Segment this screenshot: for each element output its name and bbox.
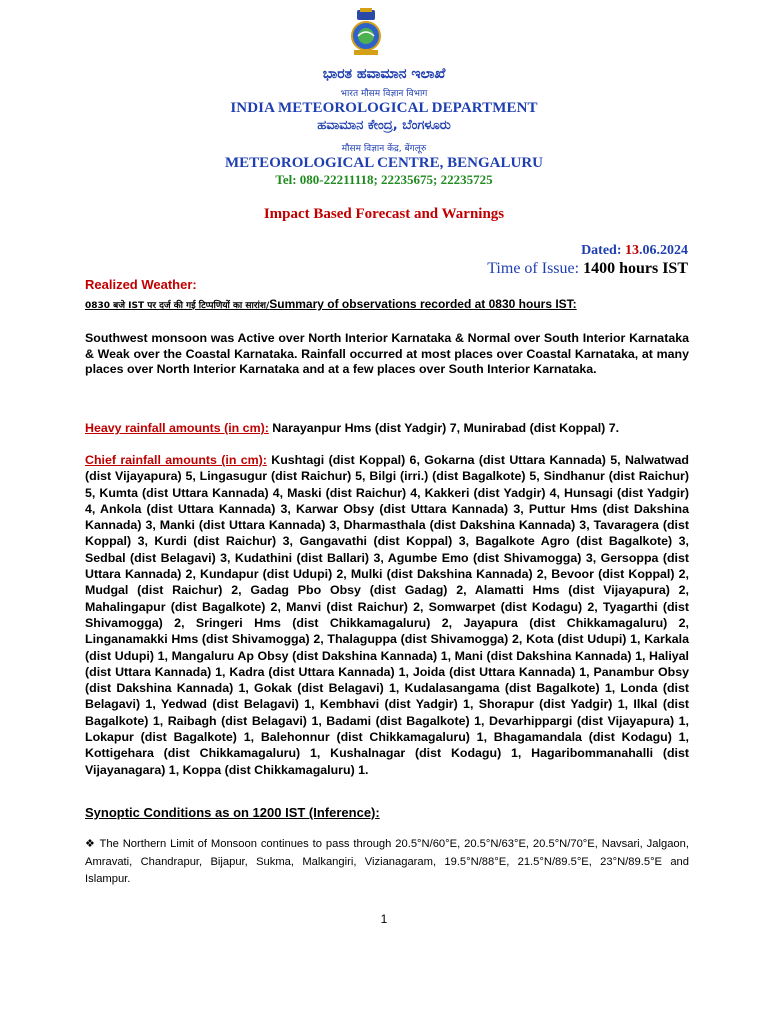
header-kannada-centre: ಹವಾಮಾನ ಕೇಂದ್ರ, ಬೆಂಗಳೂರು: [317, 118, 451, 133]
summary-hindi: 0830 बजे IST पर दर्ज की गई टिप्पणियों का सारांश/: [85, 301, 270, 311]
chief-rainfall-label: Chief rainfall amounts (in cm):: [85, 453, 267, 467]
nlm-paragraph: [85, 836, 689, 889]
issue-value: 1400 hours IST: [583, 260, 688, 277]
dated-day: 13: [625, 243, 639, 258]
document-title: Impact Based Forecast and Warnings: [263, 206, 505, 222]
header-hindi-centre: मौसम विज्ञान केंद्र, बेंगलूरु: [341, 144, 427, 154]
summary-english: Summary of observations recorded at 0830 hours IST:: [269, 297, 577, 311]
issue-label: Time of Issue:: [487, 260, 584, 277]
header-telephone: Tel: 080-22211118; 22235675; 22235725: [275, 172, 493, 187]
dated-rest: .06.2024: [639, 243, 688, 258]
header-english-dept: INDIA METEOROLOGICAL DEPARTMENT: [230, 100, 538, 116]
chief-rainfall-paragraph: [85, 452, 689, 778]
header-english-centre: METEOROLOGICAL CENTRE, BENGALURU: [225, 155, 543, 171]
dated-line: [581, 243, 688, 259]
observations-paragraph: Southwest monsoon was Active over North Interior Karnataka & Normal over South Interior Karnataka & Weak over the Coastal Karnataka. Rainfall occurred at most places over Coastal Karnataka, at many places over North Interior Karnataka and at a few places over South Interior Karnataka.: [85, 331, 689, 376]
heavy-rainfall-paragraph: [85, 421, 689, 437]
bullet-diamond-icon: ❖: [85, 838, 96, 850]
header-hindi-dept: भारत मौसम विज्ञान विभाग: [340, 89, 428, 99]
header-kannada-dept: ಭಾರತ ಹವಾಮಾನ ಇಲಾಖೆ: [322, 66, 446, 82]
heavy-rainfall-text: Narayanpur Hms (dist Yadgir) 7, Munirabad (dist Koppal) 7.: [268, 421, 620, 435]
time-of-issue: [487, 260, 688, 278]
imd-emblem-icon: [346, 8, 386, 56]
page-number: 1: [380, 912, 388, 926]
summary-heading: [85, 297, 577, 311]
realized-weather-heading: Realized Weather:: [85, 277, 197, 292]
chief-rainfall-text: Kushtagi (dist Koppal) 6, Gokarna (dist Uttara Kannada) 5, Nalwatwad (dist Vijayapura) 5, Lingasugur (dist Raichur) 5, Bilgi (irri.) (dist Bagalkote) 5, Sindhanur (dist Raichur) 5, Kumta (dist Uttara Kannada) 4, Maski (dist Raichur) 4, Kakkeri (dist Yadgir) 4, Hunsagi (dist Yadgir) 4, Ankola (dist Uttara Kannada) 3, Karwar Obsy (dist Uttara Kannada) 3, Puttur Hms (dist Dakshina Kannada) 3, Manki (dist Uttara Kannada) 3, Dharmasthala (dist Dakshina Kannada) 3, Tavaragera (dist Koppal) 3, Kurdi (dist Raichur) 3, Gangavathi (dist Koppal) 3, Bagalkote Agro (dist Bagalkote) 3, Sedbal (dist Belagavi) 3, Kudathini (dist Ballari) 3, Agumbe Emo (dist Shivamogga) 3, Gersoppa (dist Uttara Kannada) 2, Kundapur (dist Udupi) 2, Mulki (dist Dakshina Kannada) 2, Bevoor (dist Koppal) 2, Mudgal (dist Raichur) 2, Gadag Pbo Obsy (dist Gadag) 2, Alamatti Hms (dist Vijayapura) 2, Mahalingapur (dist Bagalkote) 2, Manvi (dist Raichur) 2, Somwarpet (dist Kodagu) 2, Tyagarthi (dist Shivamogga) 2, Sringeri Hms (dist Chikkamagaluru) 2, Jayapura (dist Chikkamagaluru) 2, Linganamakki Hms (dist Shivamogga) 2, Thalaguppa (dist Shivamogga) 2, Kota (dist Udupi) 1, Karkala (dist Udupi) 1, Mangaluru Ap Obsy (dist Dakshina Kannada) 1, Mani (dist Dakshina Kannada) 1, Haliyal (dist Uttara Kannada) 1, Kadra (dist Uttara Kannada) 1, Joida (dist Uttara Kannada) 1, Panambur Obsy (dist Dakshina Kannada) 1, Gokak (dist Belagavi) 1, Kudalasangama (dist Bagalkote) 1, Londa (dist Belagavi) 1, Yedwad (dist Belagavi) 1, Kembhavi (dist Yadgir) 1, Shorapur (dist Yadgir) 1, Ilkal (dist Bagalkote) 1, Raibagh (dist Belagavi) 1, Badami (dist Bagalkote) 1, Devarhippargi (dist Vijayapura) 1, Lokapur (dist Bagalkote) 1, Balehonnur (dist Chikkamagaluru) 1, Bhagamandala (dist Kodagu) 1, Kottigehara (dist Chikkamagaluru) 1, Kushalnagar (dist Kodagu) 1, Hagaribommanahalli (dist Vijayanagara) 1, Koppa (dist Chikkamagaluru) 1.: [85, 453, 689, 777]
heavy-rainfall-label: Heavy rainfall amounts (in cm):: [85, 421, 269, 435]
synoptic-heading: Synoptic Conditions as on 1200 IST (Inference):: [85, 805, 380, 820]
nlm-text: The Northern Limit of Monsoon continues to pass through 20.5°N/60°E, 20.5°N/63°E, 20.5°N/70°E, Navsari, Jalgaon, Amravati, Chandrapur, Bijapur, Sukma, Malkangiri, Vizianagaram, 19.5°N/88°E, 21.5°N/89.5°E, 23°N/89.5°E and Islampur.: [85, 838, 689, 885]
dated-label: Dated:: [581, 243, 625, 258]
